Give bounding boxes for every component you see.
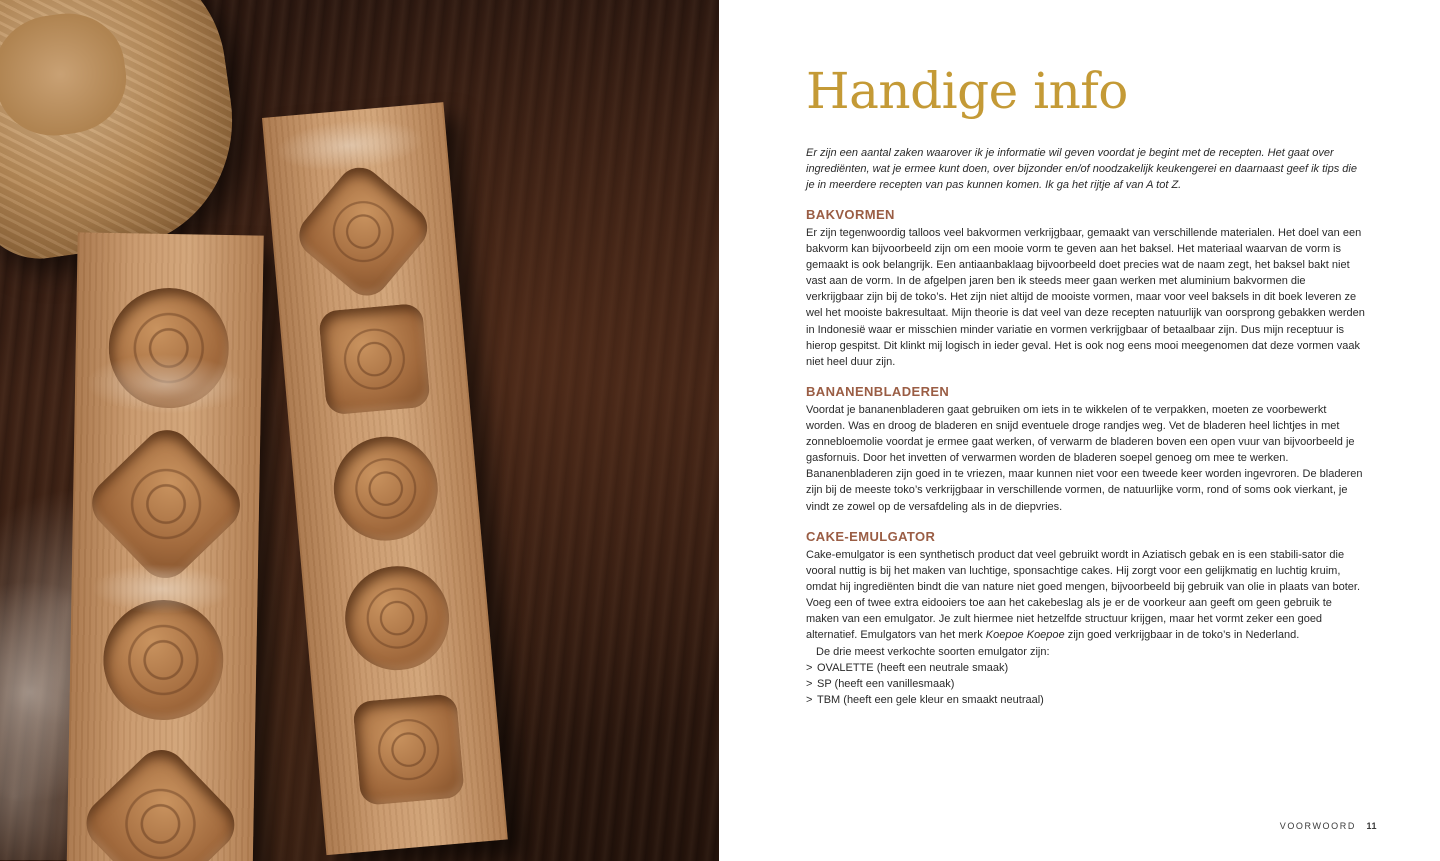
mold-cavity [329, 432, 442, 545]
list-item: > TBM (heeft een gele kleur en smaakt neutraal) [806, 692, 1366, 708]
mold-cavity [76, 739, 246, 861]
bullet-icon: > [806, 677, 813, 690]
body-text: zijn goed verkrijgbaar in de toko’s in Nederland. [1064, 629, 1300, 642]
section-body [806, 547, 1366, 644]
mold-cavity [341, 562, 454, 675]
section-body: Voordat je bananenbladeren gaat gebruiken om iets in te wikkelen of te verpakken, moeten ze voorbewerkt worden. Was en droog de bladeren en snijd eventuele droge randjes weg. Vet de bladeren heel lichtjes in met zonnebloemolie voordat je ermee gaat werken, of verwarm de bladeren boven een open vuur van bijvoorbeeld je gasfornuis. Door het invetten of verwarmen worden de bladeren soepel genoeg om mee te werken. Bananenbladeren zijn goed in te vriezen, maar kunnen niet voor een tweede keer worden ingevroren. De bladeren zijn bij de meeste toko’s verkrijgbaar in verschillende vormen, de natuurlijke vorm, rond of soms ook vierkant, je vindt ze zowel op de versafdeling als in de diepvries. [806, 404, 1363, 513]
section-cake-emulgator [806, 529, 1366, 708]
section-heading: CAKE-EMULGATOR [806, 529, 936, 544]
page-number: 11 [1366, 821, 1377, 831]
section-heading: BAKVORMEN [806, 207, 895, 222]
bullet-icon: > [806, 661, 813, 674]
section-bakvormen [806, 207, 1366, 370]
list-intro: De drie meest verkochte soorten emulgator zijn: [816, 645, 1050, 658]
mold-cavity [352, 693, 465, 806]
text-page [719, 0, 1440, 861]
mold-cavity [318, 303, 431, 416]
flour-streak [91, 563, 232, 615]
brand-name: Koepoe Koepoe [985, 629, 1065, 642]
footer-chapter-label: VOORWOORD [1279, 821, 1356, 831]
body-text: Cake-emulgator is een synthetisch product dat veel gebruikt wordt in Aziatisch gebak en is een stabili-sator die vooral nuttig is bij het maken van luchtige, sponsachtige cakes. Hij zorgt voor een gelijkmatig en luchtig kruim, omdat hij ingrediënten bindt die van nature niet goed mengen, bijvoorbeeld bij gebruik van olie in plaats van boter. Voeg een of twee extra eidooiers toe aan het cakebeslag als je er de voorkeur aan geeft om geen gebruik te maken van een emulgator. Je zult hiermee niet hetzelfde structuur krijgen, maar het vormt zeker een goed alternatief. Emulgators van het merk [806, 549, 1361, 642]
list-item: > SP (heeft een vanillesmaak) [806, 676, 1366, 692]
mold-cavity [102, 599, 224, 721]
page-title: Handige info [806, 62, 1128, 120]
flour-streak [273, 114, 427, 177]
wooden-mold-left [66, 232, 263, 861]
flour-paper-bag [0, 0, 249, 267]
section-bananenbladeren [806, 384, 1366, 515]
page-footer [1280, 821, 1377, 831]
mold-cavity [290, 158, 437, 305]
section-heading: BANANENBLADEREN [806, 384, 950, 399]
photo-wooden-cookie-molds [0, 0, 719, 861]
section-body: Er zijn tegenwoordig talloos veel bakvormen verkrijgbaar, gemaakt van verschillende materialen. Het doel van een bakvorm kan bijvoorbeeld zijn om een mooie vorm te geven aan het baksel. Het materiaal waarvan de vorm is gemaakt is ook belangrijk. Een antiaanbaklaag bijvoorbeeld doet precies wat de naam zegt, het baksel bakt niet vast aan de vorm. In de afgelpen jaren ben ik steeds meer gaan werken met aluminium bakvormen die verkrijgbaar zijn bij de toko’s. Het zijn niet altijd de mooiste vormen, maar voor veel baksels in dit boek leveren ze wel het mooiste bakresultaat. Mijn theorie is dat veel van deze recepten natuurlijk van oorsprong gebakken werden in Indonesië waar er misschien minder variatie en vormen verkrijgbaar of betaalbaar zijn. Dus mijn receptuur is hierop gespitst. Dit klinkt mij logisch in ieder geval. Het is ook nog eens mooi meegenomen dat deze vormen vaak niet heel duur zijn. [806, 227, 1365, 368]
bullet-icon: > [806, 693, 813, 706]
intro-paragraph: Er zijn een aantal zaken waarover ik je informatie wil geven voordat je begint met de recepten. Het gaat over ingrediënten, wat je ermee kunt doen, over bijzonder en/of noodzakelijk keukengerei en daarnaast geef ik tips die je in meerdere recepten van pas kunnen komen. Ik ga het rijtje af van A tot Z. [806, 147, 1357, 192]
list-item: > OVALETTE (heeft een neutrale smaak) [806, 660, 1366, 676]
emulgator-list [806, 660, 1366, 708]
